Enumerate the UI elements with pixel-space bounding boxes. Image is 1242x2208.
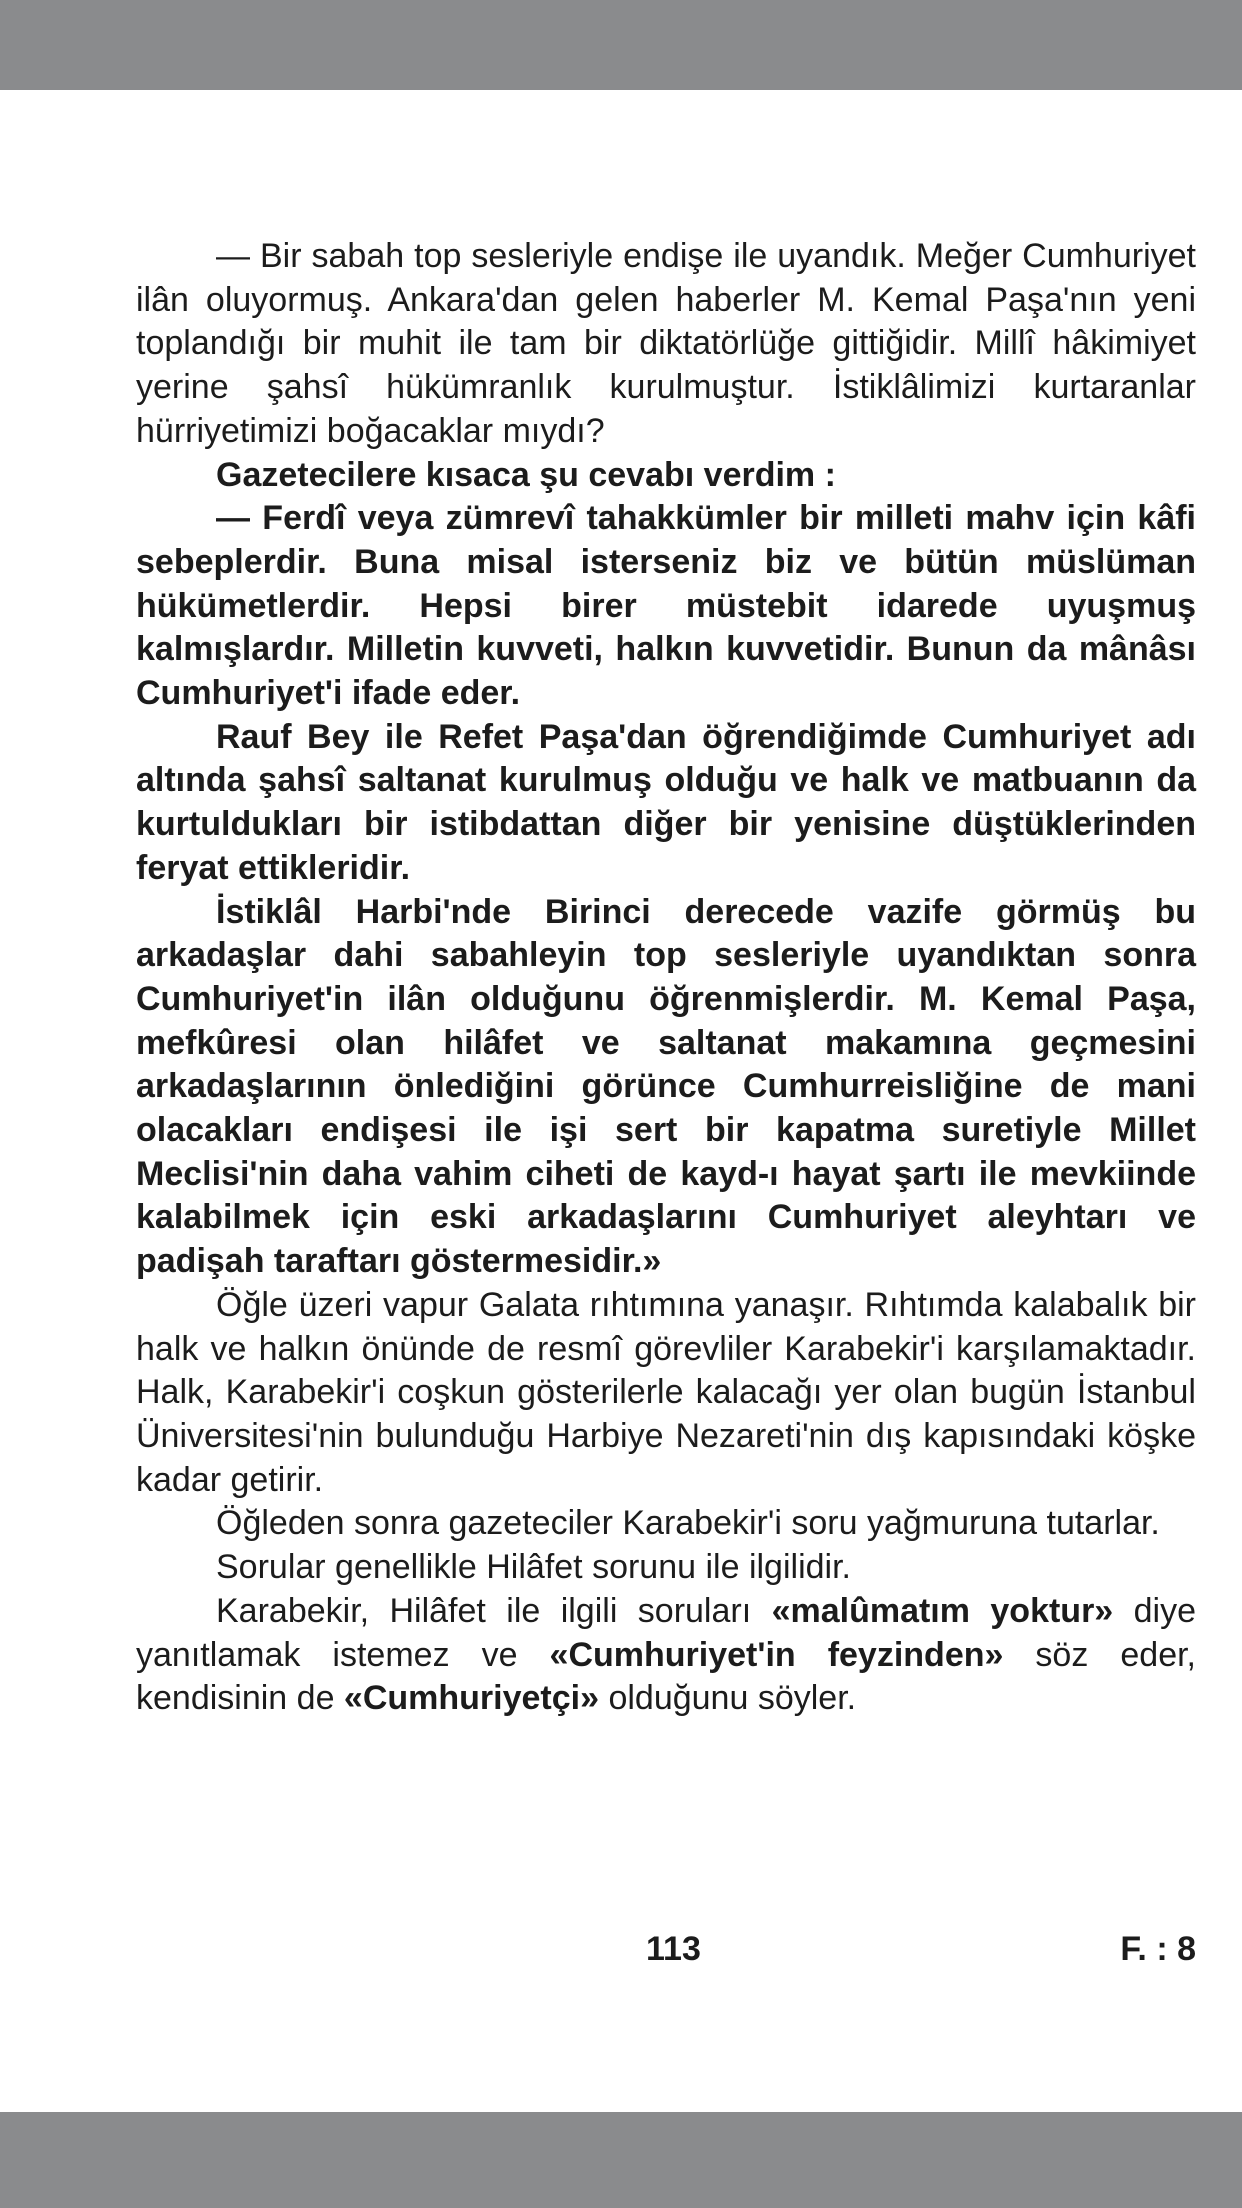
page-text [136, 235, 1196, 1721]
page-footer [136, 1930, 1196, 1980]
paragraph-4: Rauf Bey ile Refet Paşa'dan öğrendiğimde Cumhuriyet adı altında şahsî saltanat kurulmuş olduğu ve halk ve matbuanın da kurtuldukları bir istibdattan diğer bir yenisine düştüklerinden feryat ettikleridir. [136, 717, 1196, 887]
paragraph-9-text-2: diye yanıtlamak istemez ve [136, 1591, 1196, 1674]
paragraph-9-quote-1: «malûmatım yoktur» [771, 1591, 1114, 1630]
top-bar [0, 0, 1242, 90]
paragraph-9-quote-3: «Cumhuriyetçi» [343, 1679, 600, 1718]
paragraph-9-text-1: Karabekir, Hilâfet ile ilgili soruları [216, 1591, 772, 1630]
paragraph-2: Gazetecilere kısaca şu cevabı verdim : [216, 455, 836, 494]
paragraph-6: Öğle üzeri vapur Galata rıhtımına yanaşır. Rıhtımda kalabalık bir halk ve halkın önünde de resmî görevliler Karabekir'i karşılamaktadır. Halk, Karabekir'i coşkun gösterilerle kalacağı yer olan bugün İstanbul Üniversitesi'nin bulunduğu Harbiye Nezareti'nin dış kapısındaki köşke kadar getirir. [136, 1285, 1196, 1499]
paragraph-9-text-3: söz eder, kendisinin de [136, 1635, 1196, 1718]
paragraph-5: İstiklâl Harbi'nde Birinci derecede vazife görmüş bu arkadaşlar dahi sabahleyin top sesleriyle uyandıktan sonra Cumhuriyet'in ilân olduğunu öğrenmişlerdir. M. Kemal Paşa, mefkûresi olan hilâfet ve saltanat makamına geçmesini arkadaşlarının önlediğini görünce Cumhurreisliğine de mani olacakları endişesi ile işi sert bir kapatma suretiyle Millet Meclisi'nin daha vahim ciheti de kayd-ı hayat şartı ile mevkiinde kalabilmek için eski arkadaşlarını Cumhuriyet aleyhtarı ve padişah taraftarı göstermesidir.» [136, 892, 1196, 1281]
signature-mark: F. : 8 [1120, 1930, 1196, 1968]
paragraph-9-quote-2: «Cumhuriyet'in feyzinden» [549, 1635, 1004, 1674]
paragraph-8: Sorular genellikle Hilâfet sorunu ile ilgilidir. [216, 1548, 851, 1587]
paragraph-7: Öğleden sonra gazeteciler Karabekir'i soru yağmuruna tutarlar. [216, 1504, 1160, 1543]
paragraph-3: — Ferdî veya zümrevî tahakkümler bir milleti mahv için kâfi sebeplerdir. Buna misal isterseniz biz ve bütün müslüman hükümetlerdir. Hepsi birer müstebit idarede uyuşmuş kalmışlardır. Milletin kuvveti, halkın kuvvetidir. Bunun da mânâsı Cumhuriyet'i ifade eder. [136, 499, 1196, 713]
paragraph-1: — Bir sabah top sesleriyle endişe ile uyandık. Meğer Cumhuriyet ilân oluyormuş. Ankara'dan gelen haberler M. Kemal Paşa'nın yeni toplandığı bir muhit ile tam bir diktatörlüğe gittiğidir. Millî hâkimiyet yerine şahsî hükümranlık kurulmuştur. İstiklâlimizi kurtaranlar hürriyetimizi boğacaklar mıydı? [136, 237, 1196, 450]
bottom-bar [0, 2112, 1242, 2208]
paragraph-9-text-4: olduğunu söyler. [599, 1679, 857, 1718]
page-number: 113 [646, 1930, 701, 1968]
paragraph-9 [136, 1590, 1196, 1721]
book-page [0, 90, 1242, 2112]
